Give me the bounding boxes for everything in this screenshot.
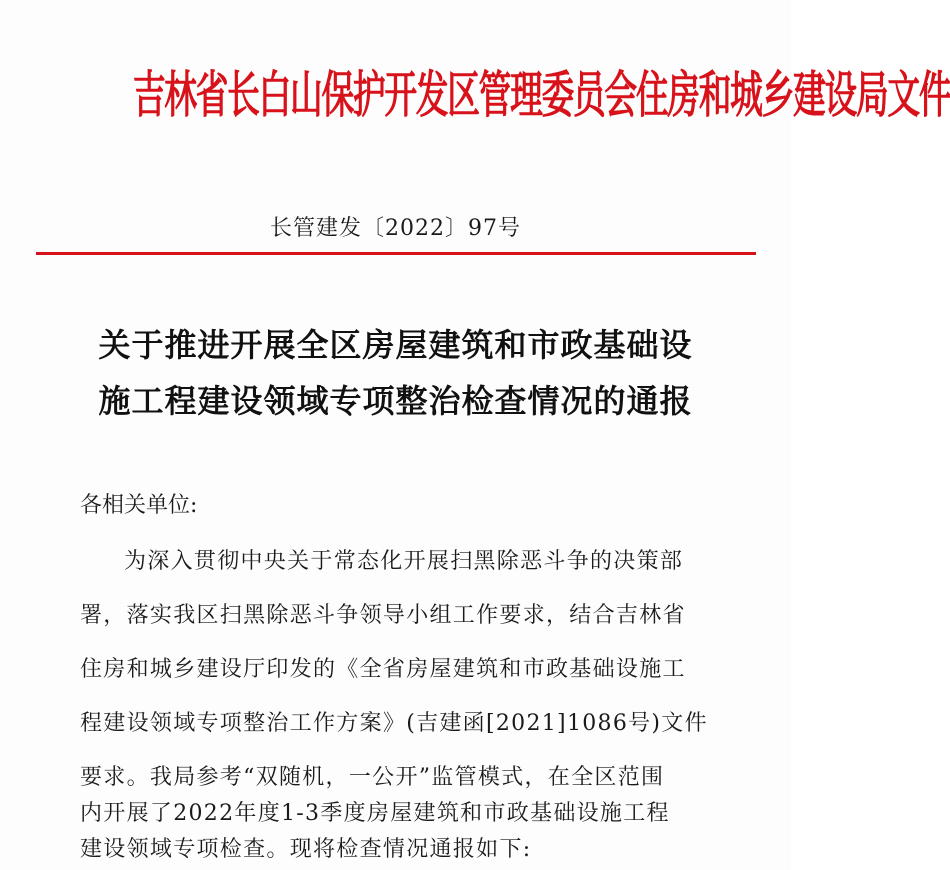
document-title-line-2: 施工程建设领域专项整治检查情况的通报 [98, 382, 693, 420]
body-line-4: 程建设领域专项整治工作方案》(吉建函[2021]1086号)文件 [80, 711, 708, 736]
body-line-6: 内开展了2022年度1-3季度房屋建筑和市政基础设施工程 [80, 801, 670, 826]
body-line-5: 要求。我局参考“双随机，一公开”监管模式，在全区范围 [80, 765, 665, 790]
body-line-1: 为深入贯彻中央关于常态化开展扫黑除恶斗争的决策部 [124, 549, 684, 574]
document-title-line-1: 关于推进开展全区房屋建筑和市政基础设 [98, 326, 693, 364]
salutation: 各相关单位: [80, 493, 198, 518]
red-divider-rule [36, 252, 756, 255]
document-number: 长管建发〔2022〕97号 [270, 216, 521, 241]
body-line-2: 署，落实我区扫黑除恶斗争领导小组工作要求，结合吉林省 [80, 603, 686, 628]
body-line-3: 住房和城乡建设厅印发的《全省房屋建筑和市政基础设施工 [80, 657, 686, 682]
document-header: 吉林省长白山保护开发区管理委员会住房和城乡建设局文件 [132, 67, 950, 123]
body-line-7: 建设领域专项检查。现将检查情况通报如下: [80, 837, 532, 862]
